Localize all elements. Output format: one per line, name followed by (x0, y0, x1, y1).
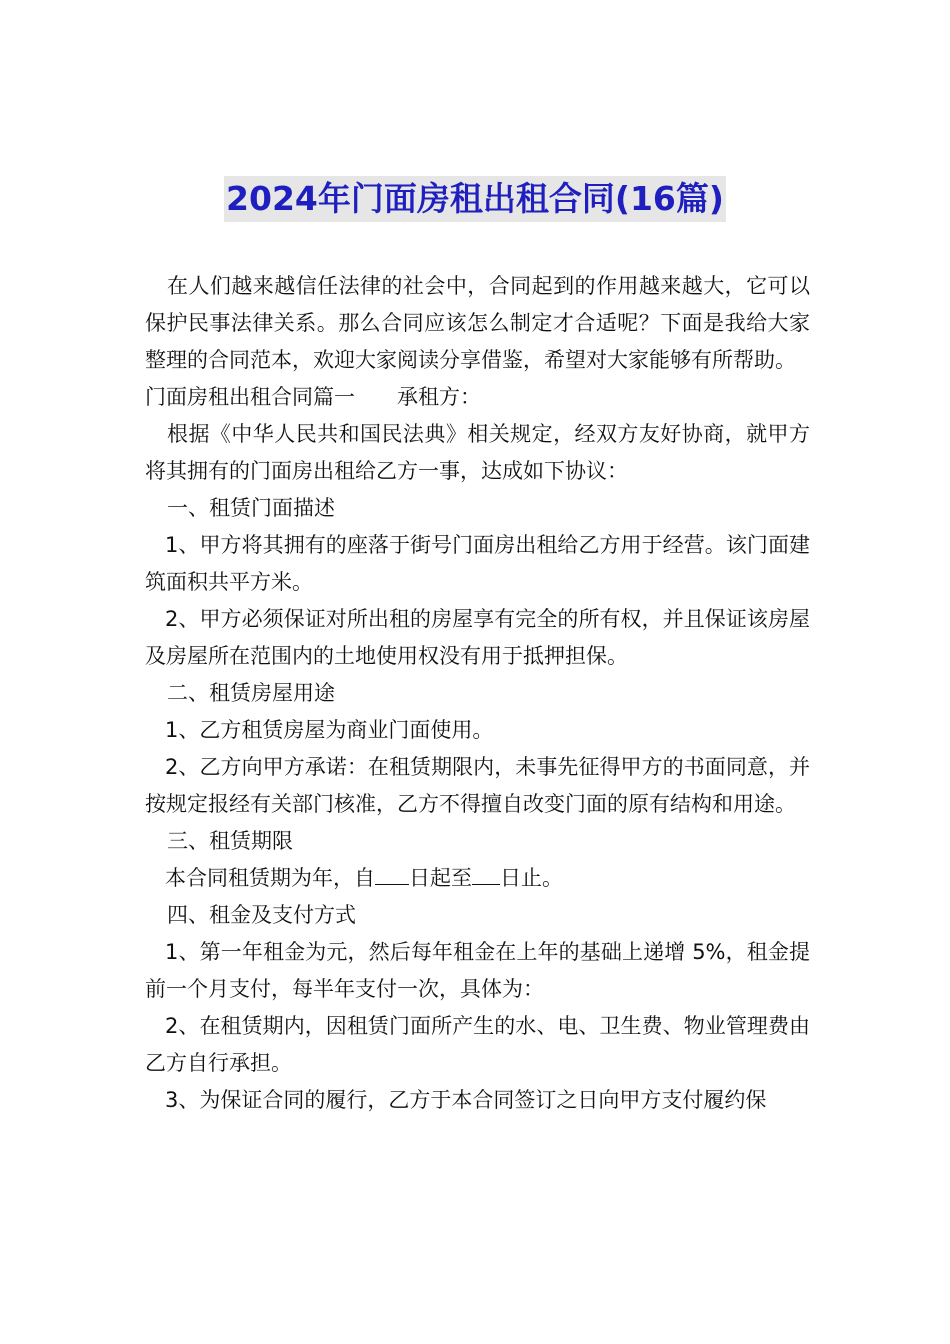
document-title: 2024年门面房租出租合同(16篇) (224, 176, 726, 222)
clause-4-3: 3、为保证合同的履行，乙方于本合同签订之日向甲方支付履约保 (165, 1088, 767, 1112)
clause-3-1 (145, 860, 810, 897)
section-heading-1: 一、租赁门面描述 (167, 496, 335, 520)
clause-1-1: 1、甲方将其拥有的座落于街号门面房出租给乙方用于经营。该门面建筑面积共平方米。 (145, 533, 810, 594)
section-heading-3: 三、租赁期限 (167, 829, 293, 853)
clause-2-1: 1、乙方租赁房屋为商业门面使用。 (165, 718, 494, 742)
paragraph-intro: 在人们越来越信任法律的社会中，合同起到的作用越来越大，它可以保护民事法律关系。那么合同应该怎么制定才合适呢？下面是我给大家整理的合同范本，欢迎大家阅读分享借鉴，希望对大家能够有所帮助。 (145, 274, 810, 372)
blank-start-date (375, 866, 409, 885)
blank-end-date (472, 866, 500, 885)
clause-1-2: 2、甲方必须保证对所出租的房屋享有完全的所有权，并且保证该房屋及房屋所在范围内的土地使用权没有用于抵押担保。 (145, 607, 810, 668)
paragraph-basis: 根据《中华人民共和国民法典》相关规定，经双方友好协商，就甲方将其拥有的门面房出租给乙方一事，达成如下协议： (145, 422, 810, 483)
heading-contract-one: 门面房租出租合同篇一 承租方： (145, 385, 481, 409)
clause-4-2: 2、在租赁期内，因租赁门面所产生的水、电、卫生费、物业管理费由乙方自行承担。 (145, 1014, 810, 1075)
section-heading-2: 二、租赁房屋用途 (167, 681, 335, 705)
document-body (145, 268, 810, 1119)
clause-3-1-part-b: 日起至 (409, 866, 472, 890)
clause-2-2: 2、乙方向甲方承诺：在租赁期限内，未事先征得甲方的书面同意，并按规定报经有关部门核准，乙方不得擅自改变门面的原有结构和用途。 (145, 755, 810, 816)
title-container (0, 176, 950, 222)
clause-3-1-part-a: 本合同租赁期为年，自 (165, 866, 375, 890)
clause-4-1: 1、第一年租金为元，然后每年租金在上年的基础上递增 5%，租金提前一个月支付，每半年支付一次，具体为： (145, 940, 810, 1001)
section-heading-4: 四、租金及支付方式 (167, 903, 356, 927)
clause-3-1-part-c: 日止。 (500, 866, 563, 890)
